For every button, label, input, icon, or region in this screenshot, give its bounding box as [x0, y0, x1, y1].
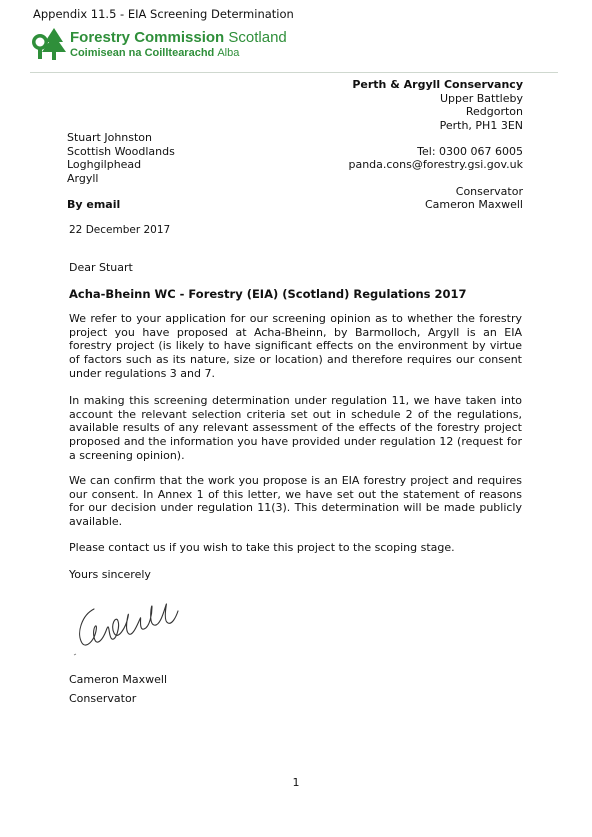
- sender-email[interactable]: panda.cons@forestry.gsi.gov.uk: [348, 158, 523, 171]
- brand-name: Forestry Commission Scotland: [70, 29, 287, 46]
- letter-date: 22 December 2017: [69, 224, 171, 236]
- recipient-line: Argyll: [67, 172, 99, 185]
- body-paragraph: We can confirm that the work you propose is an EIA forestry project and requires our consent. In Annex 1 of this letter, we have set out the statement of reasons for our decision under regulation 11(3). This determination will be made publicly available.: [69, 474, 522, 529]
- sender-role: Conservator: [455, 185, 523, 198]
- brand-name-gaelic: Coimisean na Coilltearachd Alba: [70, 47, 240, 59]
- sender-name: Cameron Maxwell: [424, 198, 523, 211]
- forestry-commission-logo: [30, 26, 287, 64]
- signatory-name: Cameron Maxwell: [69, 673, 168, 686]
- letter-subject: Acha-Bheinn WC - Forestry (EIA) (Scotland) Regulations 2017: [69, 287, 467, 301]
- closing: Yours sincerely: [69, 568, 151, 581]
- body-paragraph: Please contact us if you wish to take this project to the scoping stage.: [69, 541, 455, 554]
- page-number: 1: [292, 776, 300, 789]
- recipient-line: Loghgilphead: [67, 158, 142, 171]
- body-paragraph: We refer to your application for our screening opinion as to whether the forestry project you have proposed at Acha-Bheinn, by Barmolloch, Argyll is an EIA forestry project (is likely to have significant effects on the environment by virtue of factors such as its nature, size or location) and therefore requires our consent under regulations 3 and 7.: [69, 312, 522, 380]
- sender-address-line: Perth, PH1 3EN: [439, 119, 523, 132]
- recipient-line: Stuart Johnston: [67, 131, 153, 144]
- tree-logo-icon: [30, 26, 68, 62]
- sender-address-line: Redgorton: [465, 105, 523, 118]
- sender-address-line: Upper Battleby: [439, 92, 523, 105]
- salutation: Dear Stuart: [69, 261, 133, 274]
- signatory-title: Conservator: [69, 692, 137, 705]
- handwritten-signature: [72, 597, 182, 660]
- sender-office: Perth & Argyll Conservancy: [352, 78, 523, 91]
- body-paragraph: In making this screening determination under regulation 11, we have taken into account the relevant selection criteria set out in schedule 2 of the regulations, available results of any relevant assessment of the effects of the forestry project proposed and the information you have provided under regulation 12 (request for a screening opinion).: [69, 394, 522, 462]
- sender-tel: Tel: 0300 067 6005: [417, 145, 523, 158]
- recipient-line: Scottish Woodlands: [67, 145, 175, 158]
- delivery-method: By email: [67, 198, 121, 211]
- appendix-label: Appendix 11.5 - EIA Screening Determination: [33, 7, 294, 21]
- header-divider: [30, 72, 558, 73]
